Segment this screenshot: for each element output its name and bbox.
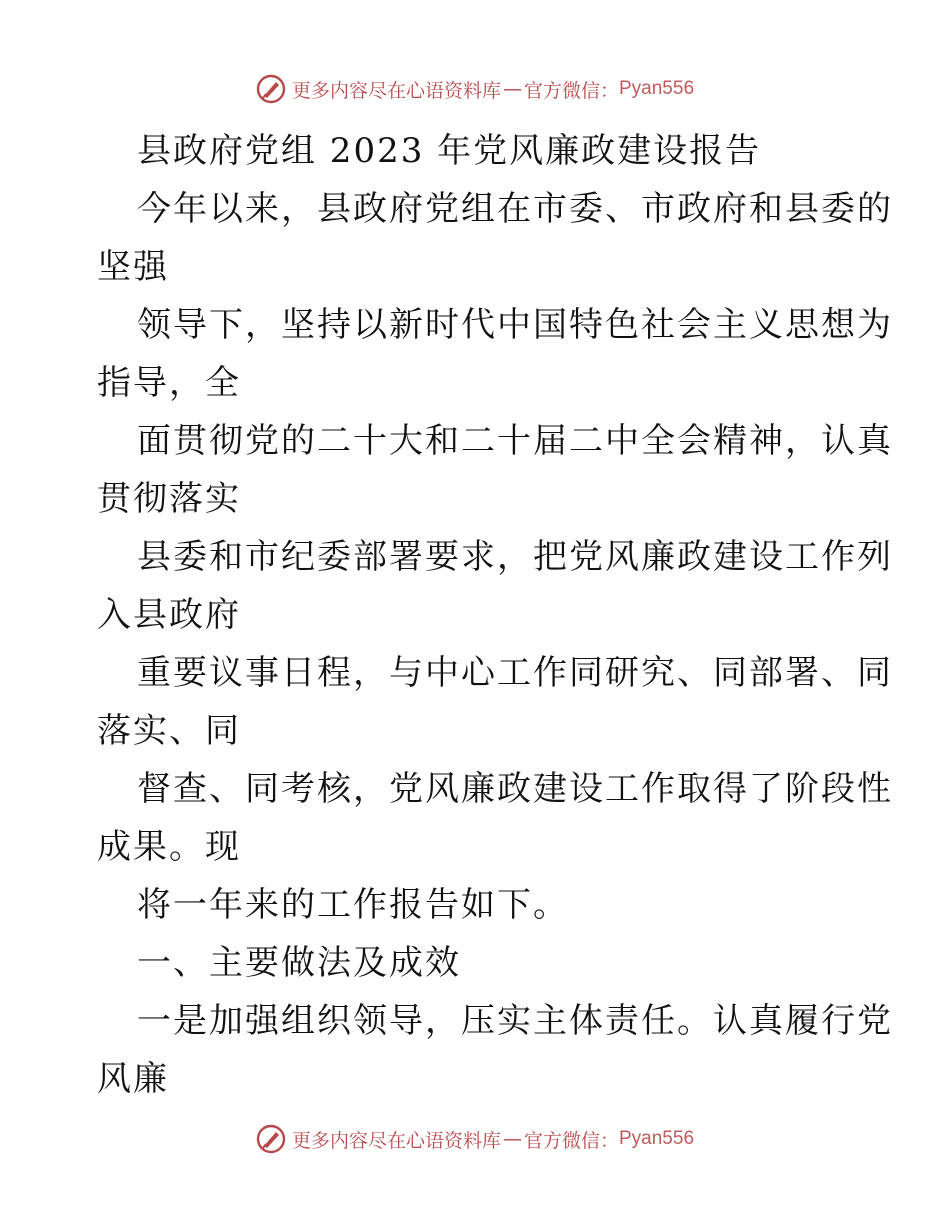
- quill-seal-icon: [256, 1124, 286, 1154]
- watermark-separator: —: [502, 78, 522, 100]
- text-line: 重要议事日程，与中心工作同研究、同部署、同: [137, 653, 893, 693]
- text-line: 入县政府: [97, 595, 241, 635]
- quill-seal-icon: [256, 74, 286, 104]
- text-line: 坚强: [97, 247, 169, 287]
- watermark-text: 更多内容尽在心语资料库: [291, 79, 501, 102]
- text-line: 督查、同考核，党风廉政建设工作取得了阶段性: [137, 769, 893, 809]
- document-title: 县政府党组 2023 年党风廉政建设报告: [137, 131, 762, 171]
- watermark-account: Pyan556: [619, 78, 695, 99]
- section-heading: 一、主要做法及成效: [137, 943, 461, 983]
- text-line: 今年以来，县政府党组在市委、市政府和县委的: [137, 189, 893, 229]
- document-body: [97, 122, 893, 1108]
- text-line: 面贯彻党的二十大和二十届二中全会精神，认真: [137, 421, 893, 461]
- text-line: 领导下，坚持以新时代中国特色社会主义思想为: [137, 305, 893, 345]
- watermark-account: Pyan556: [619, 1128, 695, 1149]
- watermark-label: 官方微信：: [523, 1129, 619, 1152]
- text-line: 县委和市纪委部署要求，把党风廉政建设工作列: [137, 537, 893, 577]
- text-line: 成果。现: [97, 827, 241, 867]
- watermark-label: 官方微信：: [523, 79, 619, 102]
- watermark-text: 更多内容尽在心语资料库: [291, 1129, 501, 1152]
- text-line: 指导，全: [97, 363, 241, 403]
- text-line: 落实、同: [97, 711, 241, 751]
- text-line: 将一年来的工作报告如下。: [137, 885, 569, 925]
- text-line: 风廉: [97, 1059, 169, 1099]
- watermark-separator: —: [502, 1128, 522, 1150]
- text-line: 一是加强组织领导，压实主体责任。认真履行党: [137, 1001, 893, 1041]
- header-watermark: [0, 74, 950, 104]
- footer-watermark: [0, 1124, 950, 1154]
- text-line: 贯彻落实: [97, 479, 241, 519]
